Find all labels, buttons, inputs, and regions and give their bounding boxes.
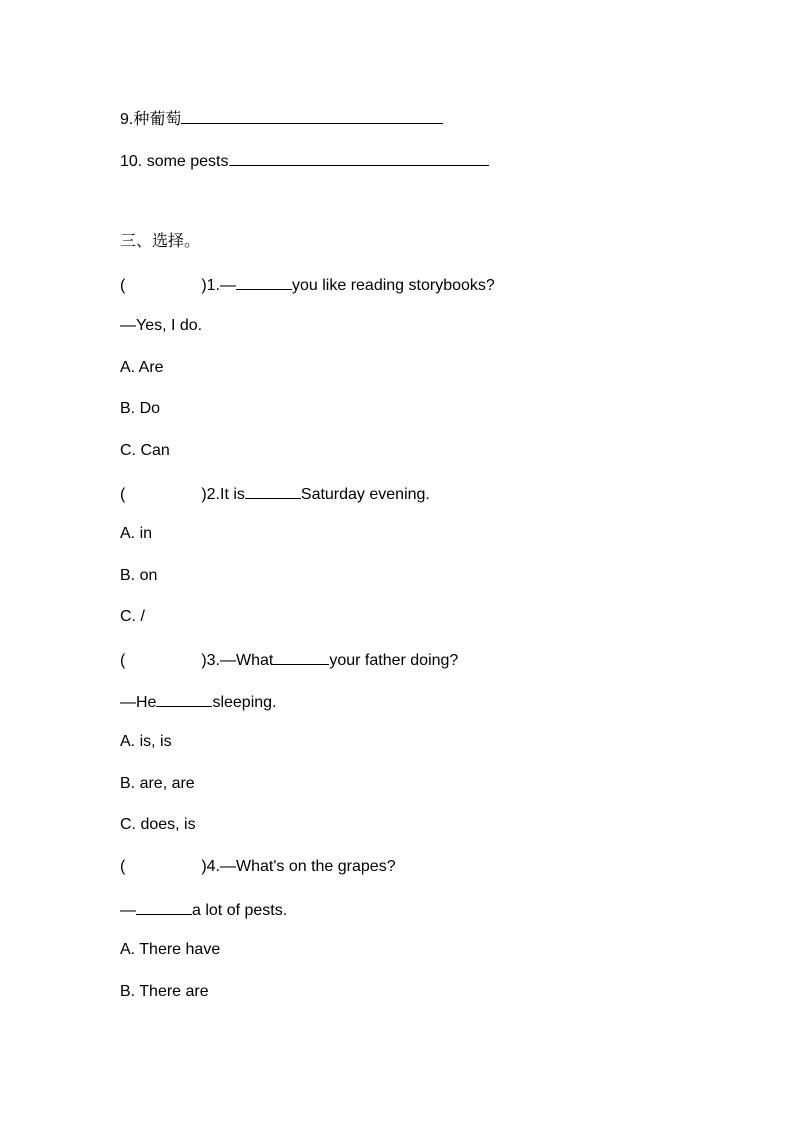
question-prompt-post: your father doing?: [329, 652, 459, 669]
question-prompt-pre: —What's on the grapes?: [220, 858, 396, 875]
question-3-reply: [120, 689, 277, 713]
question-4-reply: [120, 897, 287, 921]
question-1-option-c: C. Can: [120, 442, 170, 459]
question-3-option-b: B. are, are: [120, 775, 195, 792]
section-3-heading: 三、选择。: [120, 233, 201, 250]
question-2-option-b: B. on: [120, 567, 158, 584]
question-9: [120, 106, 443, 130]
question-3-option-c: C. does, is: [120, 816, 196, 833]
choice-question-4: [120, 855, 396, 879]
answer-blank-9[interactable]: [181, 106, 443, 124]
question-10: [120, 148, 489, 172]
question-9-label: 9.种葡萄: [120, 111, 182, 128]
question-4-option-b: B. There are: [120, 983, 209, 1000]
reply-blank: [136, 897, 192, 915]
reply-pre: —He: [120, 694, 157, 711]
answer-blank-10[interactable]: [229, 148, 489, 166]
question-prompt-post: Saturday evening.: [300, 486, 430, 503]
question-number: )1.: [201, 277, 220, 294]
question-1-reply: —Yes, I do.: [120, 317, 203, 334]
question-2-option-c: C. /: [120, 608, 145, 625]
answer-paren-open: (: [120, 486, 126, 503]
question-blank: [236, 272, 292, 290]
question-prompt-pre: —: [220, 277, 236, 294]
question-2-option-a: A. in: [120, 525, 153, 542]
question-number: )4.: [201, 858, 220, 875]
reply-post: a lot of pests.: [192, 902, 288, 919]
reply-post: sleeping.: [212, 694, 277, 711]
choice-question-2: [120, 481, 430, 505]
question-prompt-pre: —What: [220, 652, 274, 669]
question-number: )2.: [201, 486, 220, 503]
question-3-option-a: A. is, is: [120, 733, 172, 750]
question-number: )3.: [201, 652, 220, 669]
answer-paren-open: (: [120, 652, 126, 669]
reply-pre: —: [120, 902, 136, 919]
question-4-option-a: A. There have: [120, 941, 221, 958]
choice-question-1: [120, 272, 495, 296]
answer-paren-open: (: [120, 277, 126, 294]
question-blank: [273, 647, 329, 665]
answer-paren-open: (: [120, 858, 126, 875]
question-1-option-a: A. Are: [120, 359, 164, 376]
question-prompt-post: you like reading storybooks?: [292, 277, 495, 294]
question-1-option-b: B. Do: [120, 400, 161, 417]
choice-question-3: [120, 647, 458, 671]
question-prompt-pre: It is: [220, 486, 245, 503]
question-10-label: 10. some pests: [120, 153, 229, 170]
question-blank: [245, 481, 301, 499]
reply-blank: [156, 689, 212, 707]
